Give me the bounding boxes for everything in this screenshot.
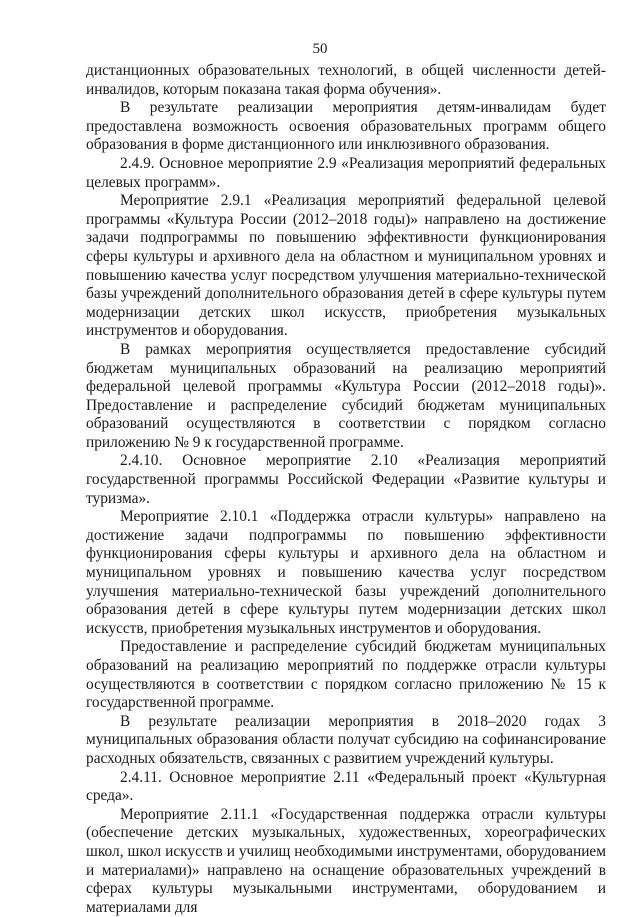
paragraph-result-disabled-children: В результате реализации мероприятия детям-инвалидам будет предоставлена возможность освоения образовательных программ общего образования в форме дистанционного или инклюзивного образования. (86, 99, 606, 154)
paragraph-result-2018-2020: В результате реализации мероприятия в 2018–2020 годах 3 муниципальных образования области получат субсидию на софинансирование расходных обязательств, связанных с развитием учреждений культуры. (86, 712, 606, 767)
paragraph-measure-2-11-1: Мероприятие 2.11.1 «Государственная поддержка отрасли культуры (обеспечение детских музыкальных, художественных, хореографических школ, школ искусств и училищ необходимыми инструментами, оборудованием и материалами)» направлено на оснащение образовательных учреждений в сферах культуры музыкальными инструментами, оборудованием и материалами для (86, 805, 606, 916)
document-body (86, 62, 606, 917)
page-number: 50 (312, 41, 328, 57)
paragraph-continuation: дистанционных образовательных технологий, в общей численности детей-инвалидов, которым показана такая форма обучения». (86, 62, 606, 98)
paragraph-section-2-4-11: 2.4.11. Основное мероприятие 2.11 «Федеральный проект «Культурная среда». (86, 768, 606, 805)
paragraph-measure-2-10-1: Мероприятие 2.10.1 «Поддержка отрасли культуры» направлено на достижение задачи подпрограммы по повышению эффективности функционирования сферы культуры и архивного дела на областном и муниципальном уровнях и повышению качества услуг посредством улучшения материально-технической базы учреждений дополнительного образования детей в сфере культуры путем модернизации детских школ искусств, приобретения музыкальных инструментов и оборудования. (86, 508, 606, 637)
paragraph-section-2-4-10: 2.4.10. Основное мероприятие 2.10 «Реализация мероприятий государственной программы Российской Федерации «Развитие культуры и туризма». (86, 452, 606, 507)
paragraph-subsidies-2-10: Предоставление и распределение субсидий бюджетам муниципальных образований на реализацию мероприятий по поддержке отрасли культуры осуществляются в соответствии с порядком согласно приложению № 15 к государственной программе. (86, 638, 606, 712)
paragraph-measure-2-9-1: Мероприятие 2.9.1 «Реализация мероприятий федеральной целевой программы «Культура России (2012–2018 годы)» направлено на достижение задачи подпрограммы по повышению эффективности функционирования сферы культуры и архивного дела на областном и муниципальном уровнях и повышению качества услуг посредством улучшения материально-технической базы учреждений дополнительного образования детей в сфере культуры путем модернизации детских школ искусств, приобретения музыкальных инструментов и оборудования. (86, 192, 606, 340)
paragraph-subsidies-2-9: В рамках мероприятия осуществляется предоставление субсидий бюджетам муниципальных образований на реализацию мероприятий федеральной целевой программы «Культура России (2012–2018 годы)». Предоставление и распределение субсидий бюджетам муниципальных образований осуществляются в соответствии с порядком согласно приложению № 9 к государственной программе. (86, 340, 606, 451)
paragraph-section-2-4-9: 2.4.9. Основное мероприятие 2.9 «Реализация мероприятий федеральных целевых программ». (86, 154, 606, 191)
